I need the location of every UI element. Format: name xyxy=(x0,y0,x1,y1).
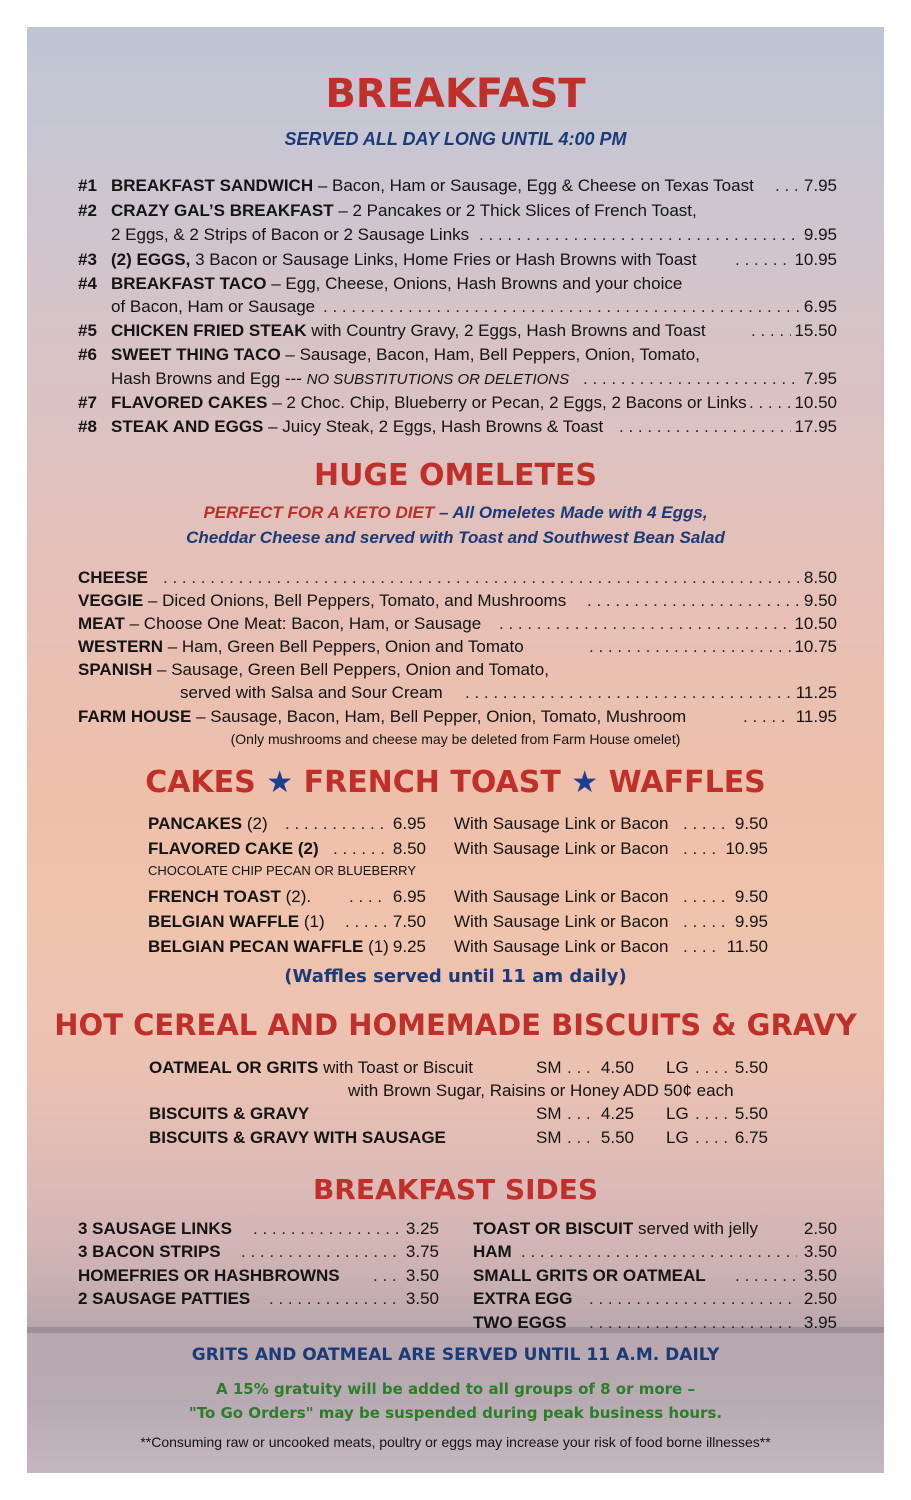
item-number: #5 xyxy=(78,321,97,340)
no-substitutions-note: NO SUBSTITUTIONS OR DELETIONS xyxy=(306,371,570,388)
leader-dots xyxy=(479,225,799,245)
omelete-name: WESTERN xyxy=(78,637,163,656)
leader-dots xyxy=(521,1242,797,1262)
leader-dots xyxy=(735,1266,797,1286)
leader-dots xyxy=(743,707,791,727)
cake-with-label: With Sausage Link or Bacon xyxy=(454,814,669,833)
large-price: 6.75 xyxy=(734,1128,768,1147)
item-desc-2 xyxy=(111,369,569,390)
item-name: FLAVORED CAKES xyxy=(111,393,268,412)
leader-dots xyxy=(683,937,719,957)
item-desc: – Juicy Steak, 2 Eggs, Hash Browns & Toast xyxy=(263,417,604,436)
side-name: TOAST OR BISCUIT xyxy=(473,1219,634,1238)
omelete-desc: – Sausage, Green Bell Peppers, Onion and Tomato, xyxy=(152,660,549,679)
leader-dots xyxy=(695,1104,733,1124)
item-number: #4 xyxy=(78,274,97,293)
cereal-addon: with Brown Sugar, Raisins or Honey ADD 50¢ each xyxy=(348,1081,734,1100)
side-name: HOMEFRIES OR HASHBROWNS xyxy=(78,1266,340,1285)
omelete-name: SPANISH xyxy=(78,660,153,679)
item-number: #6 xyxy=(78,345,97,364)
item-desc-text: Hash Browns and Egg --- xyxy=(111,369,302,388)
to-go-note: "To Go Orders" may be suspended during peak business hours. xyxy=(188,1404,723,1422)
waffles-label: WAFFLES xyxy=(608,765,766,800)
cake-price: 9.25 xyxy=(392,937,426,956)
leader-dots xyxy=(345,912,387,932)
leader-dots xyxy=(333,839,387,859)
cake-with-label: With Sausage Link or Bacon xyxy=(454,912,669,931)
leader-dots xyxy=(683,912,729,932)
omeletes-subtitle xyxy=(27,503,884,523)
item-number: #8 xyxy=(78,417,97,436)
item-name: BREAKFAST SANDWICH xyxy=(111,176,314,195)
side-price: 3.50 xyxy=(405,1289,439,1308)
cake-name: BELGIAN WAFFLE xyxy=(148,912,300,931)
item-desc: 3 Bacon or Sausage Links, Home Fries or Hash Browns with Toast xyxy=(190,250,697,269)
omelete-line xyxy=(78,591,566,611)
gratuity-note: A 15% gratuity will be added to all groups of 8 or more – xyxy=(216,1380,695,1398)
cake-with-price: 9.95 xyxy=(734,912,768,931)
star-icon: ★ xyxy=(571,765,599,800)
leader-dots xyxy=(683,814,729,834)
omelete-desc: – Diced Onions, Bell Peppers, Tomato, and Mushrooms xyxy=(143,591,567,610)
item-number: #2 xyxy=(78,201,97,220)
item-line xyxy=(111,321,706,341)
leader-dots xyxy=(749,393,791,413)
leader-dots xyxy=(373,1266,399,1286)
item-desc: – Egg, Cheese, Onions, Hash Browns and your choice xyxy=(266,274,683,293)
leader-dots xyxy=(499,614,791,634)
omelete-desc-2: served with Salsa and Sour Cream xyxy=(180,683,443,702)
omelete-price: 8.50 xyxy=(803,568,837,587)
item-line xyxy=(111,417,603,437)
item-name: (2) EGGS, xyxy=(111,250,191,269)
item-price: 6.95 xyxy=(803,297,837,316)
cake-price: 8.50 xyxy=(392,839,426,858)
item-line xyxy=(111,393,747,413)
cake-line xyxy=(148,839,319,859)
leader-dots xyxy=(241,1242,399,1262)
cereal-name: BISCUITS & GRAVY WITH SAUSAGE xyxy=(149,1128,446,1147)
cereal-title: HOT CEREAL AND HOMEMADE BISCUITS & GRAVY xyxy=(54,1008,857,1042)
side-price: 3.75 xyxy=(405,1242,439,1261)
leader-dots xyxy=(253,1219,399,1239)
omelete-line xyxy=(78,568,148,588)
omelete-price: 10.75 xyxy=(794,637,837,656)
omelete-desc: – Choose One Meat: Bacon, Ham, or Sausage xyxy=(124,614,482,633)
small-label: SM xyxy=(536,1058,562,1077)
farm-house-note: (Only mushrooms and cheese may be deleted from Farm House omelet) xyxy=(230,731,681,747)
omelete-line xyxy=(78,707,686,727)
item-price: 9.95 xyxy=(803,225,837,244)
side-suffix: served with jelly xyxy=(633,1219,758,1238)
item-desc-2: of Bacon, Ham or Sausage xyxy=(111,297,316,316)
omelete-desc: – Ham, Green Bell Peppers, Onion and Tomato xyxy=(163,637,524,656)
leader-dots xyxy=(683,887,729,907)
leader-dots xyxy=(751,321,791,341)
item-name: STEAK AND EGGS xyxy=(111,417,264,436)
item-price: 15.50 xyxy=(794,321,837,340)
cake-name: PANCAKES xyxy=(148,814,243,833)
cake-qty: (1) xyxy=(363,937,389,956)
item-price: 10.50 xyxy=(794,393,837,412)
cake-line xyxy=(148,814,268,834)
item-desc: – Bacon, Ham or Sausage, Egg & Cheese on Texas Toast xyxy=(313,176,754,195)
grits-note: GRITS AND OATMEAL ARE SERVED UNTIL 11 A.M. DAILY xyxy=(191,1345,720,1365)
item-name: BREAKFAST TACO xyxy=(111,274,267,293)
cereal-line xyxy=(149,1104,309,1124)
side-price: 3.95 xyxy=(803,1313,837,1332)
side-name: 2 SAUSAGE PATTIES xyxy=(78,1289,251,1308)
breakfast-subtitle: SERVED ALL DAY LONG UNTIL 4:00 PM xyxy=(284,129,627,149)
item-desc: – 2 Choc. Chip, Blueberry or Pecan, 2 Eggs, 2 Bacons or Links xyxy=(267,393,747,412)
item-line xyxy=(111,250,697,270)
omelete-info: – All Omeletes Made with 4 Eggs, xyxy=(434,503,708,522)
cereal-name: BISCUITS & GRAVY xyxy=(149,1104,310,1123)
omeletes-subtitle-2: Cheddar Cheese and served with Toast and Southwest Bean Salad xyxy=(186,528,725,547)
item-name: SWEET THING TACO xyxy=(111,345,281,364)
omelete-name: FARM HOUSE xyxy=(78,707,192,726)
side-price: 3.50 xyxy=(803,1266,837,1285)
item-name: CHICKEN FRIED STEAK xyxy=(111,321,307,340)
leader-dots xyxy=(619,417,791,437)
flavor-note: CHOCOLATE CHIP PECAN OR BLUEBERRY xyxy=(148,863,417,878)
star-icon: ★ xyxy=(266,765,294,800)
item-price: 7.95 xyxy=(803,176,837,195)
large-label: LG xyxy=(666,1058,689,1077)
item-name: CRAZY GAL’S BREAKFAST xyxy=(111,201,334,220)
side-name: SMALL GRITS OR OATMEAL xyxy=(473,1266,706,1285)
cake-line xyxy=(148,887,311,907)
small-price: 4.25 xyxy=(600,1104,634,1123)
omelete-line xyxy=(78,637,524,657)
leader-dots xyxy=(163,568,799,588)
omelete-price: 10.50 xyxy=(794,614,837,633)
cake-name: BELGIAN PECAN WAFFLE xyxy=(148,937,364,956)
small-label: SM xyxy=(536,1104,562,1123)
large-price: 5.50 xyxy=(734,1058,768,1077)
large-label: LG xyxy=(666,1104,689,1123)
leader-dots xyxy=(583,369,799,389)
side-name: 3 SAUSAGE LINKS xyxy=(78,1219,232,1238)
large-price: 5.50 xyxy=(734,1104,768,1123)
leader-dots xyxy=(567,1128,595,1148)
cake-line xyxy=(148,937,389,957)
item-desc: with Country Gravy, 2 Eggs, Hash Browns and Toast xyxy=(306,321,706,340)
cake-qty: (2) xyxy=(242,814,268,833)
side-price: 3.25 xyxy=(405,1219,439,1238)
side-name: 3 BACON STRIPS xyxy=(78,1242,221,1261)
omelete-line xyxy=(78,614,481,634)
cake-price: 6.95 xyxy=(392,814,426,833)
small-label: SM xyxy=(536,1128,562,1147)
cake-with-price: 10.95 xyxy=(725,839,768,858)
keto-label: PERFECT FOR A KETO DIET xyxy=(203,503,435,522)
omelete-price: 9.50 xyxy=(803,591,837,610)
french-toast-label: FRENCH TOAST xyxy=(303,765,561,800)
item-line xyxy=(111,201,697,221)
leader-dots xyxy=(735,250,791,270)
leader-dots xyxy=(567,1104,595,1124)
leader-dots xyxy=(695,1128,733,1148)
side-name: EXTRA EGG xyxy=(473,1289,573,1308)
side-name: TWO EGGS xyxy=(473,1313,567,1332)
leader-dots xyxy=(587,591,799,611)
leader-dots xyxy=(465,683,791,703)
small-price: 5.50 xyxy=(600,1128,634,1147)
leader-dots xyxy=(589,1289,797,1309)
cakes-label: CAKES xyxy=(145,765,256,800)
side-price: 3.50 xyxy=(405,1266,439,1285)
large-label: LG xyxy=(666,1128,689,1147)
cake-qty: (2). xyxy=(280,887,312,906)
item-line xyxy=(111,345,700,365)
sides-title: BREAKFAST SIDES xyxy=(312,1173,599,1206)
side-price: 2.50 xyxy=(803,1289,837,1308)
item-price: 7.95 xyxy=(803,369,837,388)
item-price: 10.95 xyxy=(794,250,837,269)
side-price: 2.50 xyxy=(803,1219,837,1238)
cake-price: 7.50 xyxy=(392,912,426,931)
omelete-name: MEAT xyxy=(78,614,125,633)
side-line xyxy=(473,1219,758,1239)
cakes-title xyxy=(27,763,884,803)
item-number: #1 xyxy=(78,176,97,195)
omeletes-title: HUGE OMELETES xyxy=(313,458,598,493)
cake-with-label: With Sausage Link or Bacon xyxy=(454,887,669,906)
omelete-price: 11.95 xyxy=(795,707,837,726)
leader-dots xyxy=(775,176,799,196)
small-price: 4.50 xyxy=(600,1058,634,1077)
cake-name: FRENCH TOAST xyxy=(148,887,281,906)
omelete-name: VEGGIE xyxy=(78,591,144,610)
food-warning: **Consuming raw or uncooked meats, poultry or eggs may increase your risk of food borne illnesses** xyxy=(140,1434,771,1450)
leader-dots xyxy=(269,1289,399,1309)
cake-name: FLAVORED CAKE (2) xyxy=(148,839,319,858)
item-desc-2: 2 Eggs, & 2 Strips of Bacon or 2 Sausage Links xyxy=(111,225,470,244)
omelete-line xyxy=(78,660,549,680)
leader-dots xyxy=(589,1313,797,1333)
cake-qty: (1) xyxy=(299,912,325,931)
cake-with-label: With Sausage Link or Bacon xyxy=(454,937,669,956)
side-price: 3.50 xyxy=(803,1242,837,1261)
cereal-suffix: with Toast or Biscuit xyxy=(318,1058,474,1077)
leader-dots xyxy=(683,839,719,859)
omelete-price: 11.25 xyxy=(795,683,837,702)
leader-dots xyxy=(695,1058,733,1078)
cereal-line xyxy=(149,1058,473,1078)
omelete-name: CHEESE xyxy=(78,568,148,587)
leader-dots xyxy=(567,1058,595,1078)
cake-with-price: 11.50 xyxy=(726,937,768,956)
cake-line xyxy=(148,912,325,932)
side-name: HAM xyxy=(473,1242,512,1261)
item-number: #7 xyxy=(78,393,97,412)
omelete-desc: – Sausage, Bacon, Ham, Bell Pepper, Onion, Tomato, Mushroom xyxy=(191,707,687,726)
cake-price: 6.95 xyxy=(392,887,426,906)
waffle-note: (Waffles served until 11 am daily) xyxy=(284,966,627,987)
leader-dots xyxy=(589,637,791,657)
cake-with-label: With Sausage Link or Bacon xyxy=(454,839,669,858)
cake-with-price: 9.50 xyxy=(734,887,768,906)
cake-with-price: 9.50 xyxy=(734,814,768,833)
item-line xyxy=(111,274,682,294)
leader-dots xyxy=(285,814,387,834)
menu-page xyxy=(27,27,884,1473)
breakfast-title: BREAKFAST xyxy=(325,71,586,117)
item-price: 17.95 xyxy=(794,417,837,436)
cereal-line xyxy=(149,1128,446,1148)
leader-dots xyxy=(349,887,387,907)
item-number: #3 xyxy=(78,250,97,269)
item-desc: – 2 Pancakes or 2 Thick Slices of French Toast, xyxy=(333,201,697,220)
cereal-name: OATMEAL OR GRITS xyxy=(149,1058,319,1077)
item-desc: – Sausage, Bacon, Ham, Bell Peppers, Onion, Tomato, xyxy=(280,345,700,364)
leader-dots xyxy=(323,297,799,317)
item-line xyxy=(111,176,754,196)
